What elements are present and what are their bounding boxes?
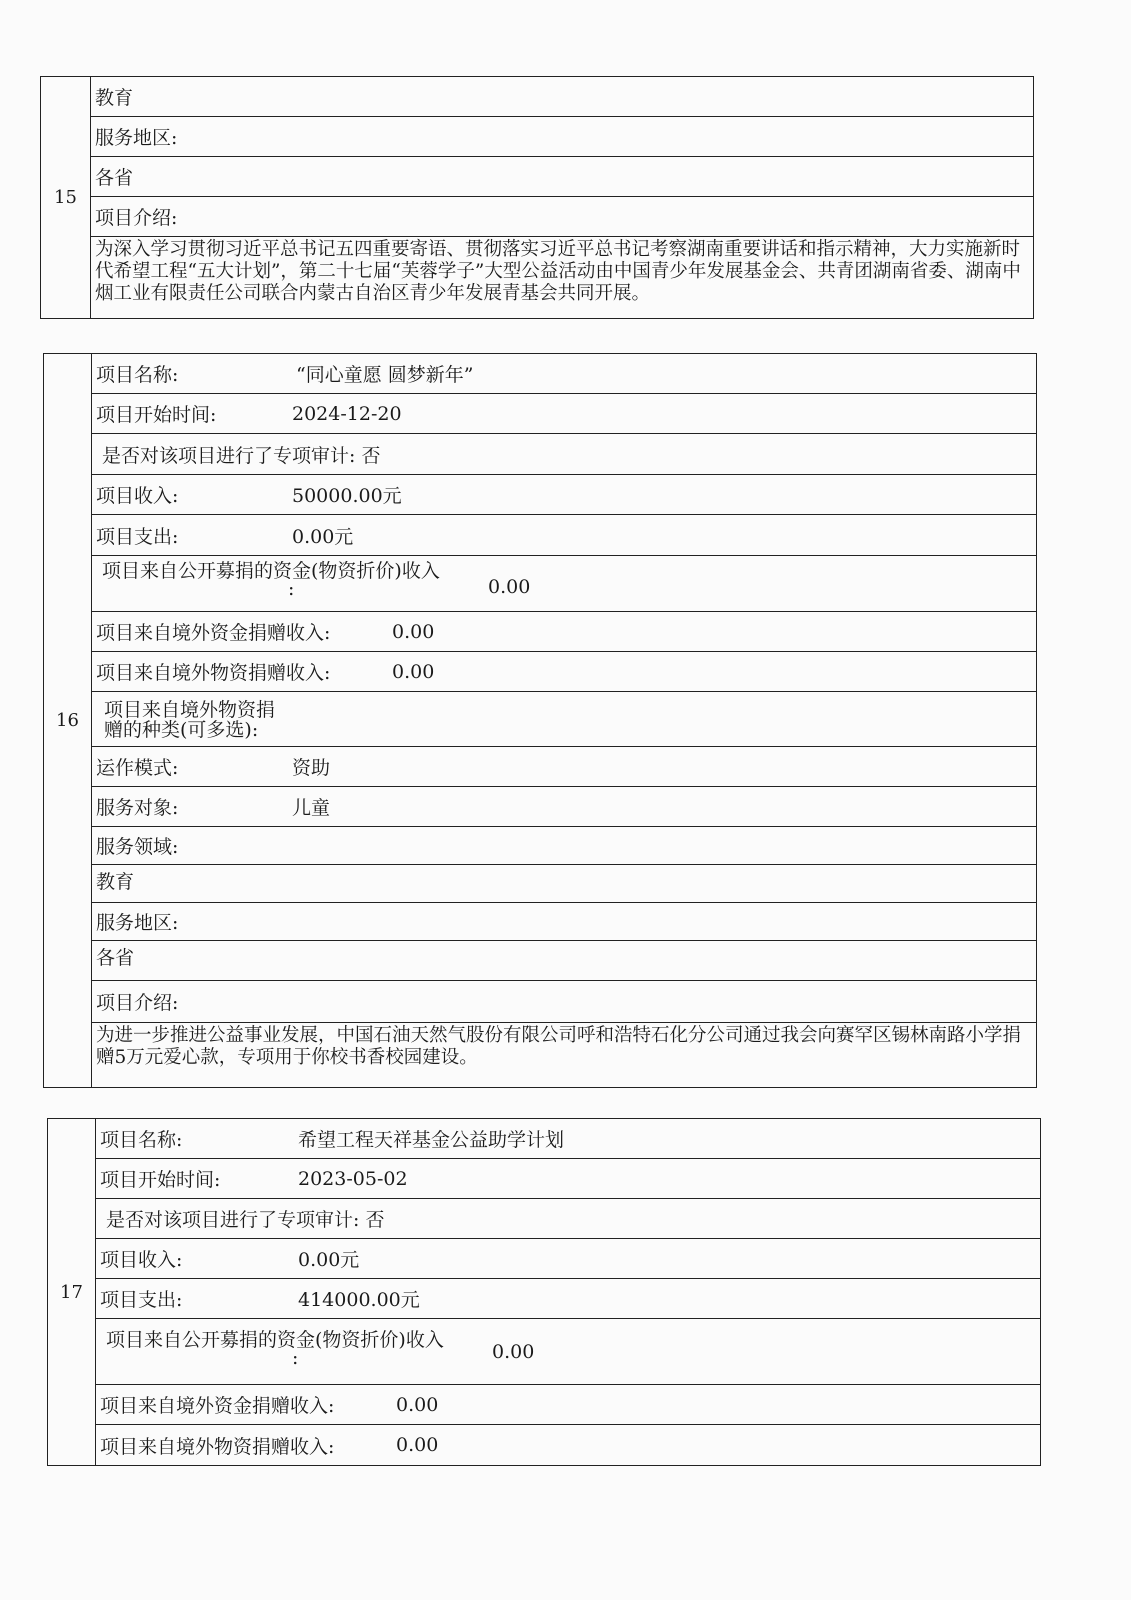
expense-label: 项目支出: [100, 1289, 183, 1311]
project-number: 15 [41, 77, 91, 318]
start-time-label: 项目开始时间: [96, 404, 217, 426]
service-domain-value: 教育 [91, 77, 1033, 117]
goods-type-label-line2: 赠的种类(可多选): [104, 719, 259, 741]
audit-row [96, 1199, 1040, 1239]
overseas-goods-value: 0.00 [392, 660, 435, 683]
start-time-value: 2024-12-20 [292, 402, 402, 425]
project-name-row [96, 1119, 1040, 1159]
audit-row [92, 434, 1036, 475]
public-donation-colon: : [288, 578, 295, 600]
project-name-label: 项目名称: [100, 1129, 183, 1151]
overseas-funds-value: 0.00 [392, 620, 435, 643]
overseas-funds-label: 项目来自境外资金捐赠收入: [100, 1395, 335, 1417]
expense-row [96, 1279, 1040, 1319]
overseas-goods-row [92, 652, 1036, 692]
overseas-goods-label: 项目来自境外物资捐赠收入: [96, 662, 331, 684]
project-name-row [92, 354, 1036, 394]
mode-label: 运作模式: [96, 757, 179, 779]
goods-type-row [92, 692, 1036, 747]
expense-value: 0.00元 [292, 525, 354, 548]
audit-text: 是否对该项目进行了专项审计: 否 [102, 444, 381, 467]
goods-type-label-line1: 项目来自境外物资捐 [104, 699, 276, 721]
expense-value: 414000.00元 [298, 1289, 420, 1311]
overseas-funds-row [96, 1385, 1040, 1425]
service-area-label: 服务地区: [91, 117, 1033, 157]
overseas-goods-label: 项目来自境外物资捐赠收入: [100, 1435, 335, 1458]
service-area-label: 服务地区: [92, 903, 1036, 941]
project-name-value: “同心童愿 圆梦新年” [296, 364, 474, 386]
public-donation-colon: : [292, 1347, 299, 1369]
expense-row [92, 515, 1036, 556]
intro-text: 为深入学习贯彻习近平总书记五四重要寄语、贯彻落实习近平总书记考察湖南重要讲话和指示精神，大力实施新时代希望工程“五大计划”，第二十七届“芙蓉学子”大型公益活动由中国青少年发展基金会、共青团湖南省委、湖南中烟工业有限责任公司联合内蒙古自治区青少年发展青基会共同开展。 [95, 239, 1021, 304]
income-value: 0.00元 [298, 1249, 360, 1271]
target-row [92, 787, 1036, 827]
overseas-funds-label: 项目来自境外资金捐赠收入: [96, 622, 331, 644]
project-block-16 [43, 353, 1037, 1088]
income-label: 项目收入: [96, 485, 179, 507]
overseas-goods-row [96, 1425, 1040, 1465]
target-value: 儿童 [292, 797, 331, 819]
overseas-funds-value: 0.00 [396, 1393, 439, 1416]
service-area-value: 各省 [91, 157, 1033, 197]
public-donation-value: 0.00 [488, 576, 531, 598]
service-area-value: 各省 [92, 941, 1036, 981]
income-row [96, 1239, 1040, 1279]
start-time-label: 项目开始时间: [100, 1169, 221, 1191]
service-domain-label: 服务领域: [92, 827, 1036, 865]
intro-label: 项目介绍: [91, 197, 1033, 237]
income-row [92, 475, 1036, 515]
target-label: 服务对象: [96, 797, 179, 819]
project-block-17 [47, 1118, 1041, 1466]
project-number: 17 [48, 1119, 96, 1465]
public-donation-label: 项目来自公开募捐的资金(物资折价)收入 [106, 1329, 444, 1351]
income-value: 50000.00元 [292, 485, 402, 507]
public-donation-row [92, 556, 1036, 612]
public-donation-label: 项目来自公开募捐的资金(物资折价)收入 [102, 560, 440, 582]
public-donation-row [96, 1319, 1040, 1385]
start-time-row [96, 1159, 1040, 1199]
project-block-15 [40, 76, 1034, 319]
service-domain-value: 教育 [92, 865, 1036, 903]
intro-label: 项目介绍: [92, 981, 1036, 1023]
project-name-value: 希望工程天祥基金公益助学计划 [298, 1129, 565, 1151]
overseas-funds-row [92, 612, 1036, 652]
public-donation-value: 0.00 [492, 1341, 535, 1363]
project-name-label: 项目名称: [96, 364, 179, 386]
mode-row [92, 747, 1036, 787]
mode-value: 资助 [292, 757, 331, 779]
project-number: 16 [44, 354, 92, 1087]
income-label: 项目收入: [100, 1249, 183, 1271]
start-time-row [92, 394, 1036, 434]
audit-text: 是否对该项目进行了专项审计: 否 [106, 1209, 385, 1231]
intro-text: 为进一步推进公益事业发展，中国石油天然气股份有限公司呼和浩特石化分公司通过我会向赛罕区锡林南路小学捐赠5万元爱心款，专项用于你校书香校园建设。 [96, 1025, 1022, 1068]
expense-label: 项目支出: [96, 525, 179, 548]
overseas-goods-value: 0.00 [396, 1434, 439, 1456]
start-time-value: 2023-05-02 [298, 1167, 408, 1190]
